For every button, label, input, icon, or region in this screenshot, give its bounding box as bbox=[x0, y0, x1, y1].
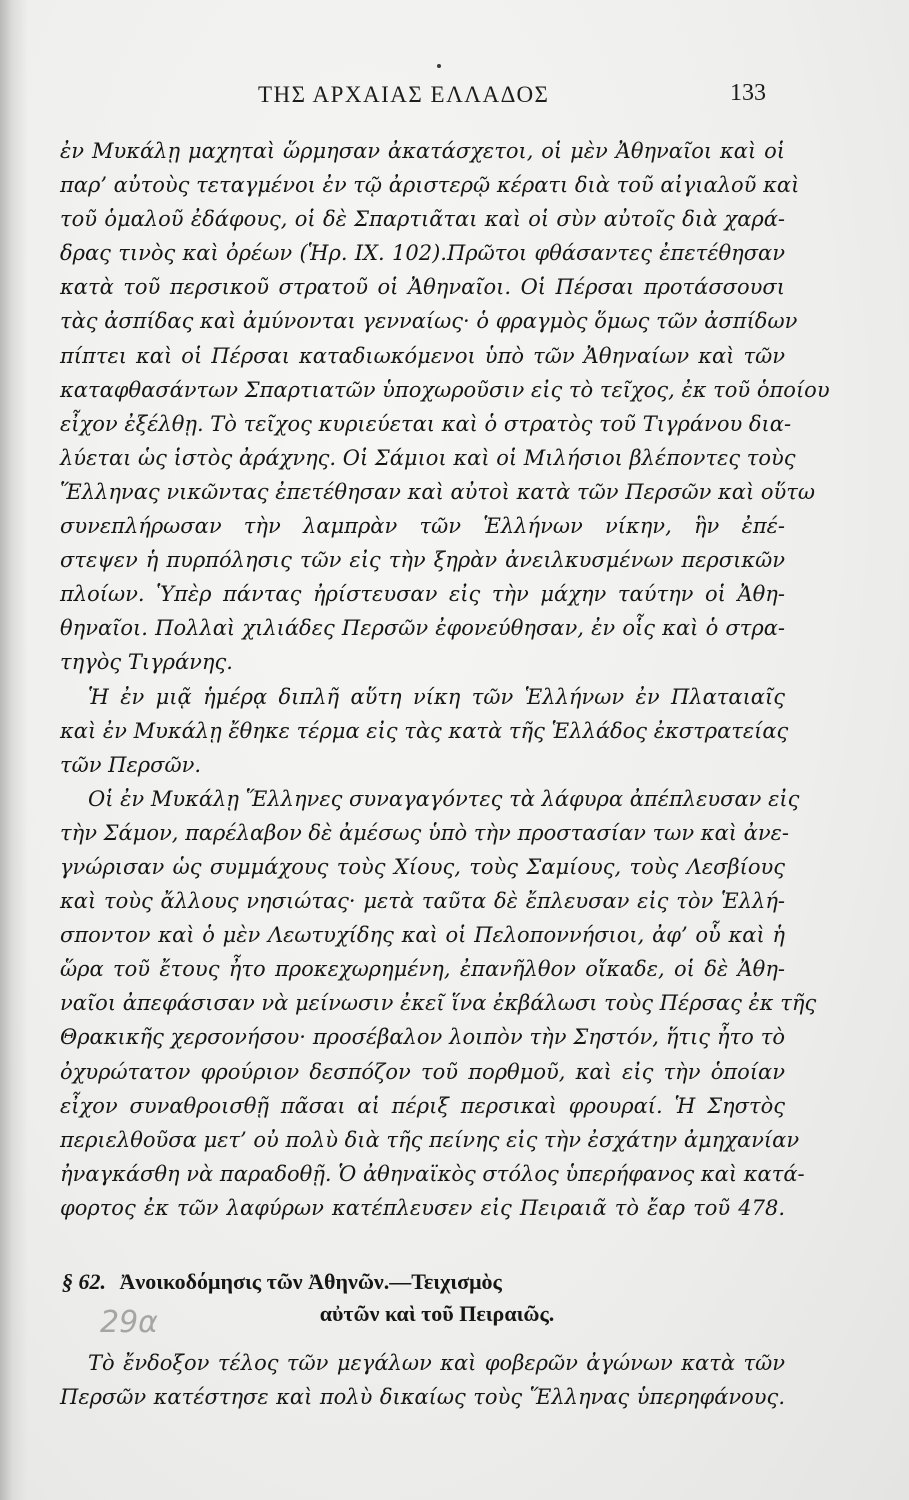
section-title-part-1: Ἀνοικοδόμησις τῶν Ἀθηνῶν.—Τειχισμὸς bbox=[119, 1269, 502, 1294]
pencil-annotation: 29α bbox=[100, 1305, 158, 1340]
section-heading-line bbox=[62, 1266, 782, 1298]
main-text bbox=[60, 134, 830, 1225]
text-line: Θρακικῆς χερσονήσου· προσέβαλον λοιπὸν τὴν Σηστόν, ἥτις ἦτο τὸ bbox=[60, 1025, 785, 1050]
text-line: σποντον καὶ ὁ μὲν Λεωτυχίδης καὶ οἱ Πελοποννήσιοι, ἀφ’ οὗ καὶ ἡ bbox=[60, 923, 785, 948]
text-line: συνεπλήρωσαν τὴν λαμπρὰν τῶν Ἑλλήνων νίκην, ἣν ἐπέ- bbox=[60, 514, 785, 539]
binding-shadow bbox=[0, 0, 28, 1500]
page-number: 133 bbox=[730, 80, 766, 106]
text-line: ἠναγκάσθη νὰ παραδοθῇ. Ὁ ἀθηναϊκὸς στόλος ὑπερήφανος καὶ κατά- bbox=[60, 1161, 805, 1186]
text-line: τῶν Περσῶν. bbox=[60, 752, 202, 777]
text-line: εἶχον ἐξέλθῃ. Τὸ τεῖχος κυριεύεται καὶ ὁ στρατὸς τοῦ Τιγράνου δια- bbox=[60, 411, 792, 436]
text-line: καταφθασάντων Σπαρτιατῶν ὑποχωροῦσιν εἰς τὸ τεῖχος, ἐκ τοῦ ὁποίου bbox=[60, 377, 830, 402]
text-line: Ἡ ἐν μιᾷ ἡμέρᾳ διπλῆ αὕτη νίκη τῶν Ἑλλήνων ἐν Πλαταιαῖς bbox=[88, 684, 785, 709]
text-line: γνώρισαν ὡς συμμάχους τοὺς Χίους, τοὺς Σαμίους, τοὺς Λεσβίους bbox=[60, 854, 785, 879]
text-line: πίπτει καὶ οἱ Πέρσαι καταδιωκόμενοι ὑπὸ τῶν Ἀθηναίων καὶ τῶν bbox=[60, 343, 785, 368]
text-line: στεψεν ἡ πυρπόλησις τῶν εἰς τὴν ξηρὰν ἀνειλκυσμένων περσικῶν bbox=[60, 548, 785, 573]
text-line: παρ’ αὐτοὺς τεταγμένοι ἐν τῷ ἀριστερῷ κέρατι διὰ τοῦ αἰγιαλοῦ καὶ bbox=[60, 173, 800, 198]
running-title: ΤΗΣ ΑΡΧΑΙΑΣ ΕΛΛΑΔΟΣ bbox=[258, 82, 550, 107]
text-line: λύεται ὡς ἱστὸς ἀράχνης. Οἱ Σάμιοι καὶ οἱ Μιλήσιοι βλέποντες τοὺς bbox=[60, 445, 796, 470]
text-line: εἶχον συναθροισθῇ πᾶσαι αἱ πέριξ περσικαὶ φρουραί. Ἡ Σηστὸς bbox=[60, 1093, 785, 1118]
ink-speck bbox=[437, 64, 441, 68]
text-line: Ἕλληνας νικῶντας ἐπετέθησαν καὶ αὐτοὶ κατὰ τῶν Περσῶν καὶ οὕτω bbox=[60, 479, 816, 504]
text-line: τὴν Σάμον, παρέλαβον δὲ ἀμέσως ὑπὸ τὴν προστασίαν των καὶ ἀνε- bbox=[60, 820, 789, 845]
text-line: καὶ τοὺς ἄλλους νησιώτας· μετὰ ταῦτα δὲ ἔπλευσαν εἰς τὸν Ἑλλή- bbox=[60, 889, 785, 914]
text-line: πλοίων. Ὑπὲρ πάντας ἠρίστευσαν εἰς τὴν μάχην ταύτην οἱ Ἀθη- bbox=[60, 582, 785, 607]
text-line: ναῖοι ἀπεφάσισαν νὰ μείνωσιν ἐκεῖ ἵνα ἐκβάλωσι τοὺς Πέρσας ἐκ τῆς bbox=[60, 991, 817, 1016]
text-line: θηναῖοι. Πολλαὶ χιλιάδες Περσῶν ἐφονεύθησαν, ἐν οἷς καὶ ὁ στρα- bbox=[60, 616, 785, 641]
section-text bbox=[60, 1346, 785, 1414]
section-number: § 62. bbox=[62, 1269, 106, 1294]
text-line: ὥρα τοῦ ἔτους ἦτο προκεχωρημένη, ἐπανῆλθον οἴκαδε, οἱ δὲ Ἀθη- bbox=[60, 957, 785, 982]
text-line: περιελθοῦσα μετ’ οὐ πολὺ διὰ τῆς πείνης εἰς τὴν ἐσχάτην ἀμηχανίαν bbox=[60, 1127, 800, 1152]
section-title-part-2: αὐτῶν καὶ τοῦ Πειραιῶς. bbox=[319, 1301, 555, 1326]
text-line: τὰς ἀσπίδας καὶ ἀμύνονται γενναίως· ὁ φραγμὸς ὅμως τῶν ἀσπίδων bbox=[60, 309, 798, 334]
text-line: καὶ ἐν Μυκάλῃ ἔθηκε τέρμα εἰς τὰς κατὰ τῆς Ἑλλάδος ἐκστρατείας bbox=[60, 718, 789, 743]
text-line: κατὰ τοῦ περσικοῦ στρατοῦ οἱ Ἀθηναῖοι. Οἱ Πέρσαι προτάσσουσι bbox=[60, 275, 785, 300]
text-line: Περσῶν κατέστησε καὶ πολὺ δικαίως τοὺς Ἕλληνας ὑπερηφάνους. bbox=[60, 1385, 785, 1410]
text-line: φορτος ἐκ τῶν λαφύρων κατέπλευσεν εἰς Πειραιᾶ τὸ ἔαρ τοῦ 478. bbox=[60, 1195, 785, 1220]
text-line: τηγὸς Τιγράνης. bbox=[60, 650, 233, 675]
text-line: Οἱ ἐν Μυκάλῃ Ἕλληνες συναγαγόντες τὰ λάφυρα ἀπέπλευσαν εἰς bbox=[88, 786, 800, 811]
section-heading bbox=[62, 1266, 782, 1330]
text-line: τοῦ ὁμαλοῦ ἐδάφους, οἱ δὲ Σπαρτιᾶται καὶ οἱ σὺν αὐτοῖς διὰ χαρά- bbox=[60, 207, 785, 232]
text-line: Τὸ ἔνδοξον τέλος τῶν μεγάλων καὶ φοβερῶν ἀγώνων κατὰ τῶν bbox=[88, 1351, 785, 1375]
text-line: δρας τινὸς καὶ ὀρέων (Ἡρ. IX. 102).Πρῶτοι φθάσαντες ἐπετέθησαν bbox=[60, 241, 785, 266]
text-line: ὀχυρώτατον φρούριον δεσπόζον τοῦ πορθμοῦ, καὶ εἰς τὴν ὁποίαν bbox=[60, 1059, 785, 1084]
text-line: ἐν Μυκάλῃ μαχηταὶ ὥρμησαν ἀκατάσχετοι, οἱ μὲν Ἀθηναῖοι καὶ οἱ bbox=[60, 139, 785, 163]
